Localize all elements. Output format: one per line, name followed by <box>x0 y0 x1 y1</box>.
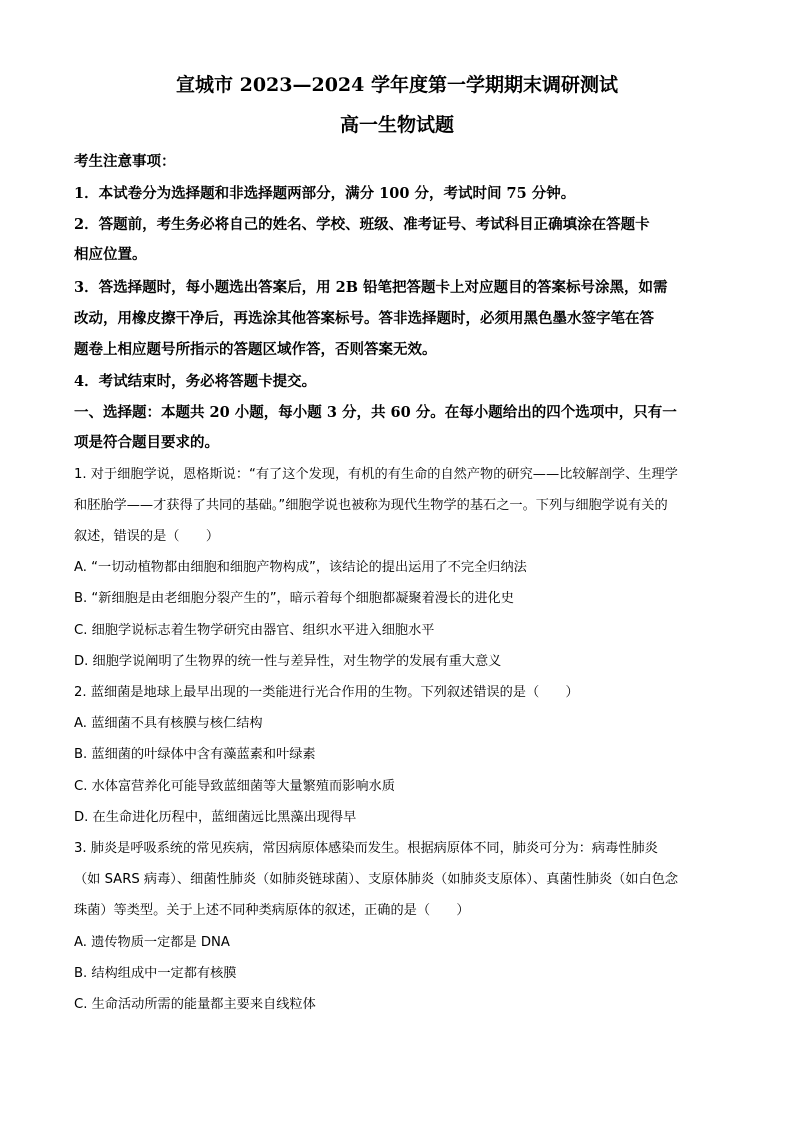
question-3-stem-line-3: 珠菌）等类型。关于上述不同种类病原体的叙述，正确的是（ ） <box>74 903 470 918</box>
notice-item-2-line-1: 2．答题前，考生务必将自己的姓名、学校、班级、准考证号、考试科目正确填涂在答题卡 <box>74 216 650 233</box>
section-heading-line-1: 一、选择题：本题共 20 小题，每小题 3 分，共 60 分。在每小题给出的四个选项中，只有一 <box>74 404 677 421</box>
notice-item-1: 1．本试卷分为选择题和非选择题两部分，满分 100 分，考试时间 75 分钟。 <box>74 185 576 202</box>
question-1-stem-line-1: 1. 对于细胞学说，恩格斯说：“有了这个发现，有机的有生命的自然产物的研究——比较解剖学、生理学 <box>74 467 678 482</box>
exam-subtitle: 高一生物试题 <box>339 114 454 136</box>
question-1-option-d: D. 细胞学说阐明了生物界的统一性与差异性，对生物学的发展有重大意义 <box>74 654 502 669</box>
question-1-option-c: C. 细胞学说标志着生物学研究由器官、组织水平进入细胞水平 <box>74 623 435 638</box>
question-2-option-b: B. 蓝细菌的叶绿体中含有藻蓝素和叶绿素 <box>74 747 316 762</box>
question-1-stem-line-3: 叙述，错误的是（ ） <box>74 529 220 544</box>
notice-item-3-line-3: 题卷上相应题号所指示的答题区域作答，否则答案无效。 <box>74 341 437 358</box>
notice-item-3-line-1: 3．答选择题时，每小题选出答案后，用 2B 铅笔把答题卡上对应题目的答案标号涂黑，如需 <box>74 279 668 296</box>
question-1-stem-line-2: 和胚胎学——才获得了共同的基础。”细胞学说也被称为现代生物学的基石之一。下列与细胞学说有关的 <box>74 498 668 513</box>
section-heading-line-2: 项是符合题目要求的。 <box>74 434 219 451</box>
notice-item-2-line-2: 相应位置。 <box>74 246 147 263</box>
question-1-option-b: B. “新细胞是由老细胞分裂产生的”，暗示着每个细胞都凝聚着漫长的进化史 <box>74 591 514 606</box>
question-2-option-a: A. 蓝细菌不具有核膜与核仁结构 <box>74 716 263 731</box>
question-3-option-c: C. 生命活动所需的能量都主要来自线粒体 <box>74 997 316 1012</box>
question-3-stem-line-1: 3. 肺炎是呼吸系统的常见疾病，常因病原体感染而发生。根据病原体不同，肺炎可分为：病毒性肺炎 <box>74 841 658 856</box>
question-3-option-a: A. 遗传物质一定都是 DNA <box>74 935 230 950</box>
notice-item-3-line-2: 改动，用橡皮擦干净后，再选涂其他答案标号。答非选择题时，必须用黑色墨水签字笔在答 <box>74 310 654 327</box>
question-3-option-b: B. 结构组成中一定都有核膜 <box>74 966 237 981</box>
notice-item-4: 4．考试结束时，务必将答题卡提交。 <box>74 373 317 390</box>
question-3-stem-line-2: （如 SARS 病毒）、细菌性肺炎（如肺炎链球菌）、支原体肺炎（如肺炎支原体）、真菌性肺炎（如白色念 <box>74 872 679 887</box>
question-2-stem: 2. 蓝细菌是地球上最早出现的一类能进行光合作用的生物。下列叙述错误的是（ ） <box>74 685 579 700</box>
question-2-option-c: C. 水体富营养化可能导致蓝细菌等大量繁殖而影响水质 <box>74 779 395 794</box>
exam-title: 宣城市 2023—2024 学年度第一学期期末调研测试 <box>176 74 618 96</box>
question-2-option-d: D. 在生命进化历程中，蓝细菌远比黑藻出现得早 <box>74 810 357 825</box>
question-1-option-a: A. “一切动植物都由细胞和细胞产物构成”，该结论的提出运用了不完全归纳法 <box>74 560 527 575</box>
notice-heading: 考生注意事项： <box>74 153 176 170</box>
